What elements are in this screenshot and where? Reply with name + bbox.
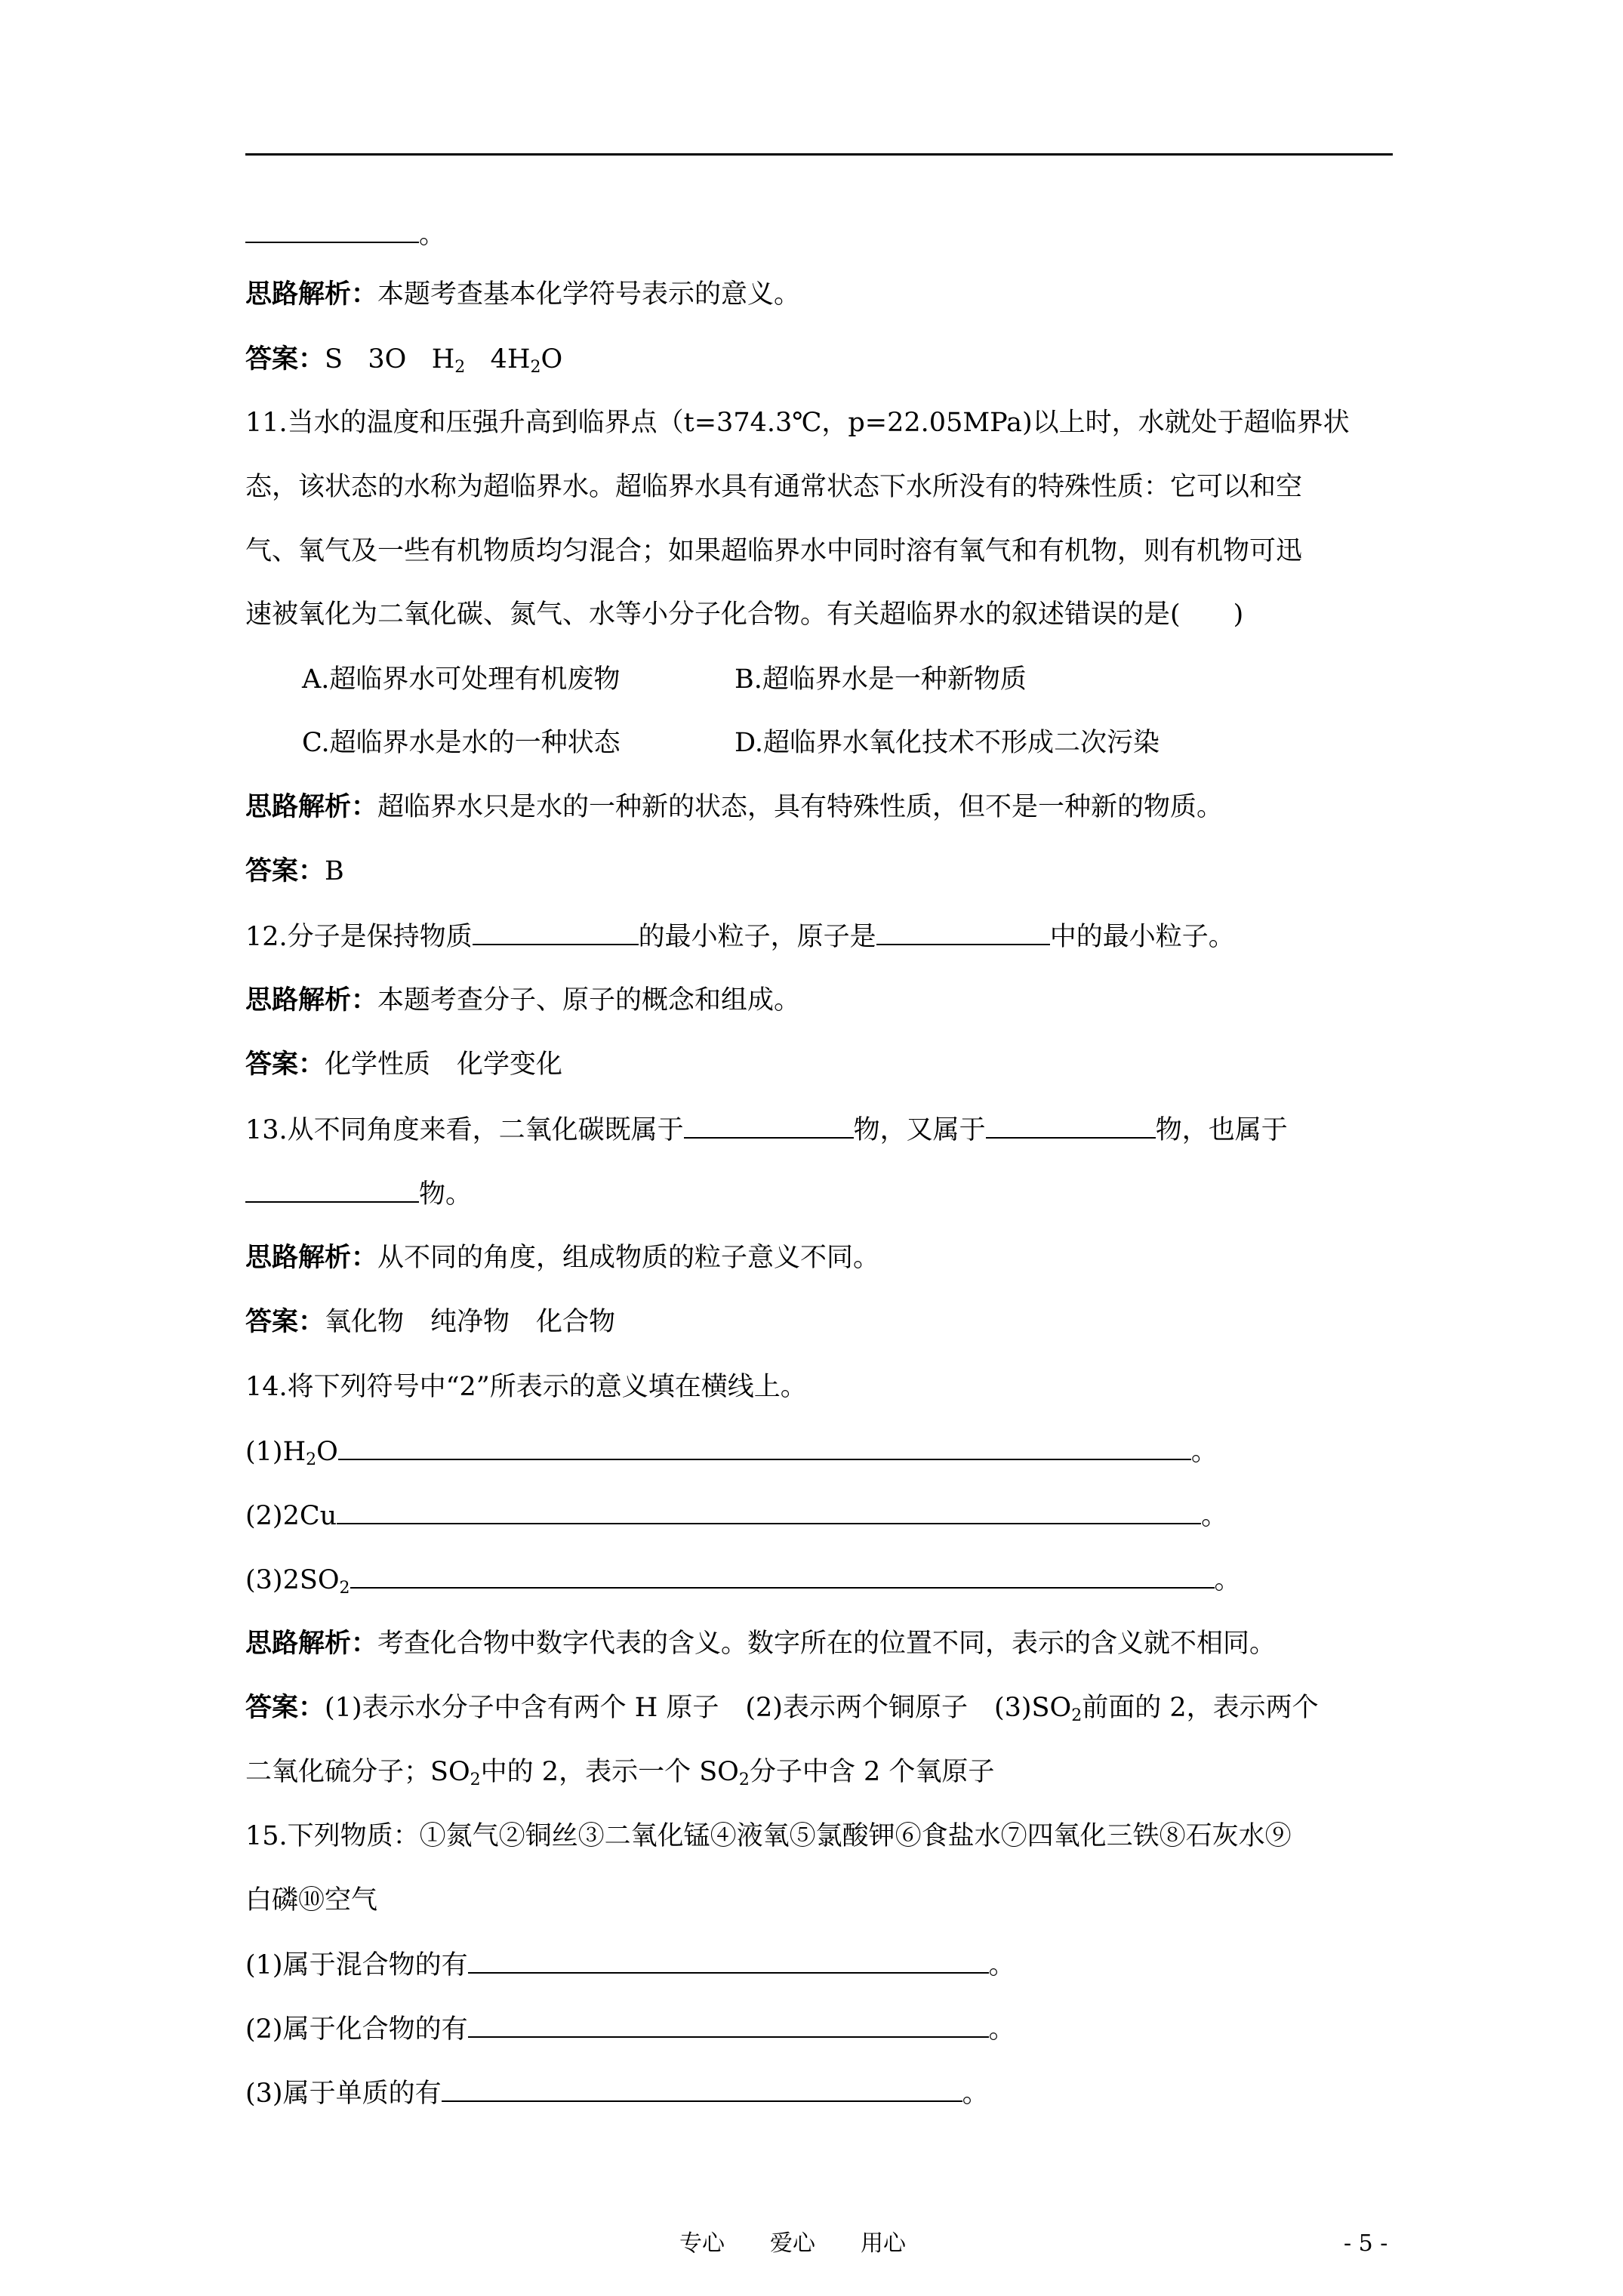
answer-blank[interactable]: [245, 216, 419, 243]
answer-blank[interactable]: [442, 2075, 962, 2102]
q15-item-3: (3)属于单质的有 。: [245, 2075, 989, 2112]
q13-analysis: 思路解析：从不同的角度，组成物质的粒子意义不同。: [245, 1242, 880, 1273]
q13-question-cont: 物。: [245, 1176, 472, 1213]
q11-answer: 答案：B: [245, 855, 344, 886]
q11-option-d[interactable]: D.超临界水氧化技术不形成二次污染: [735, 728, 1160, 758]
q10-answer: 答案：S 3O $H_2$ $4H_2O$: [245, 344, 563, 377]
q15-line-2: 白磷⑩空气: [245, 1885, 378, 1915]
answer-blank[interactable]: [468, 2011, 989, 2038]
q11-line-2: 态，该状态的水称为超临界水。超临界水具有通常状态下水所没有的特殊性质：它可以和空: [245, 472, 1303, 502]
answer-blank[interactable]: [876, 918, 1050, 945]
q11-line-3: 气、氧气及一些有机物质均匀混合；如果超临界水中同时溶有氧气和有机物，则有机物可迅: [245, 536, 1303, 566]
q14-item-3: $(3)2SO_2$ 。: [245, 1561, 1241, 1598]
footer-motto: 专心 爱心 用心: [679, 2230, 906, 2257]
page-number: - 5 -: [1344, 2230, 1388, 2257]
q14-answer-cont: 二氧化硫分子；$SO_2$中的 2，表示一个 $SO_2$分子中含 2 个氧原子: [245, 1757, 995, 1789]
q12-analysis: 思路解析：本题考查分子、原子的概念和组成。: [245, 985, 801, 1015]
q15-item-2: (2)属于化合物的有 。: [245, 2011, 1015, 2048]
q11-option-b[interactable]: B.超临界水是一种新物质: [735, 664, 1027, 695]
q11-option-a[interactable]: A.超临界水可处理有机废物: [302, 664, 621, 695]
q14-answer: 答案：(1)表示水分子中含有两个 H 原子 (2)表示两个铜原子 $(3)SO_2$前面的 2，表示两个: [245, 1692, 1319, 1725]
q10-tail: 。: [245, 216, 445, 253]
answer-blank[interactable]: [473, 918, 639, 945]
q10-analysis: 思路解析：本题考查基本化学符号表示的意义。: [245, 279, 801, 310]
answer-blank[interactable]: [337, 1497, 1201, 1524]
q12-answer: 答案：化学性质 化学变化: [245, 1049, 563, 1080]
answer-blank[interactable]: [338, 1433, 1191, 1460]
q11-option-c[interactable]: C.超临界水是水的一种状态: [302, 728, 621, 758]
answer-blank[interactable]: [684, 1111, 854, 1139]
q15-line-1: 15.下列物质：①氮气②铜丝③二氧化锰④液氧⑤氯酸钾⑥食盐水⑦四氧化三铁⑧石灰水⑨: [245, 1821, 1292, 1851]
q13-answer: 答案：氧化物 纯净物 化合物: [245, 1306, 616, 1337]
answer-blank[interactable]: [986, 1111, 1156, 1139]
header-rule: [245, 153, 1393, 156]
answer-blank[interactable]: [350, 1561, 1215, 1589]
q14-stem: 14.将下列符号中“2”所表示的意义填在横线上。: [245, 1372, 807, 1402]
q11-line-4: 速被氧化为二氧化碳、氮气、水等小分子化合物。有关超临界水的叙述错误的是( ): [245, 599, 1244, 630]
answer-blank[interactable]: [468, 1946, 989, 1974]
answer-blank[interactable]: [245, 1176, 419, 1203]
q11-analysis: 思路解析：超临界水只是水的一种新的状态，具有特殊性质，但不是一种新的物质。: [245, 791, 1224, 822]
q15-item-1: (1)属于混合物的有 。: [245, 1946, 1015, 1983]
q13-question: 13.从不同角度来看，二氧化碳既属于 物，又属于 物，也属于: [245, 1111, 1288, 1148]
q11-line-1: 11.当水的温度和压强升高到临界点（t=374.3℃，p=22.05MPa)以上时，水就处于超临界状: [245, 408, 1350, 438]
q14-analysis: 思路解析：考查化合物中数字代表的含义。数字所在的位置不同，表示的含义就不相同。: [245, 1628, 1277, 1659]
q12-question: 12.分子是保持物质 的最小粒子，原子是 中的最小粒子。: [245, 918, 1235, 955]
q14-item-2: (2)2Cu 。: [245, 1497, 1227, 1534]
q14-item-1: $(1)H_2O$ 。: [245, 1433, 1218, 1470]
